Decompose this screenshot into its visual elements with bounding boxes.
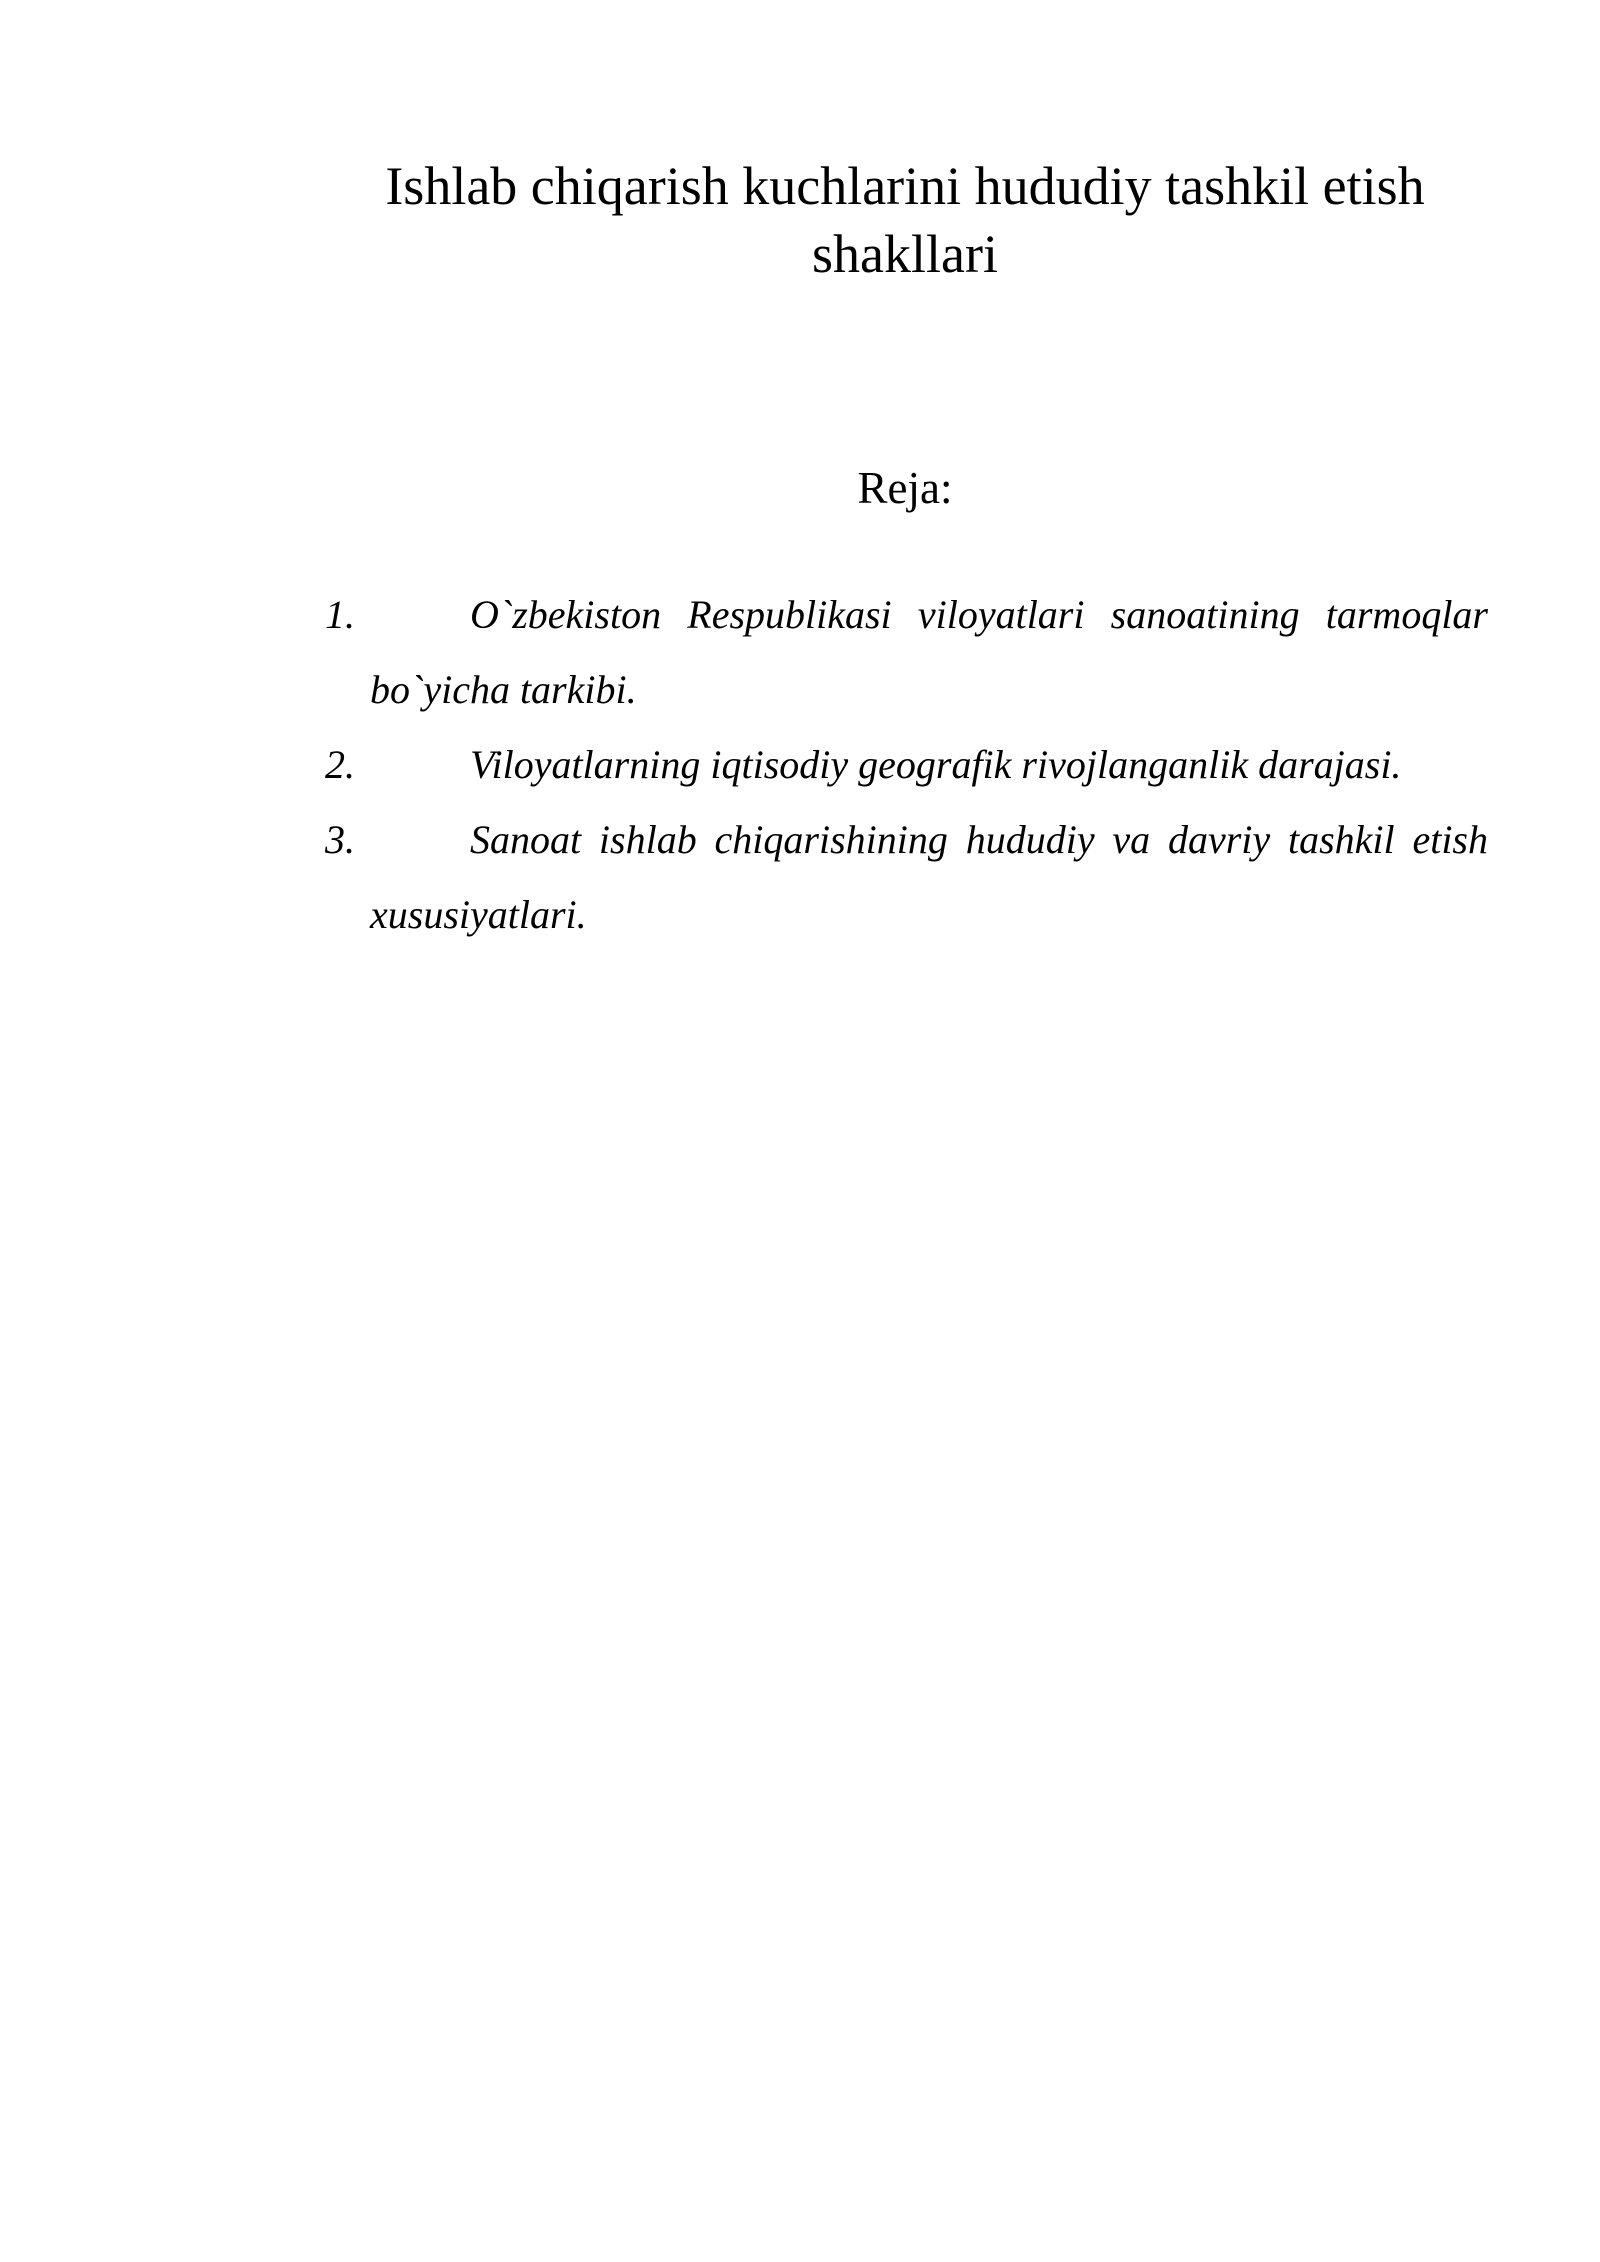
plan-item-number: 1. xyxy=(325,592,355,637)
plan-item-text: Sanoat ishlab chiqarishining hududiy va davriy tashkil etish xususiyatlari. xyxy=(370,817,1488,937)
plan-item-3 xyxy=(320,802,1488,952)
plan-item-number: 2. xyxy=(325,742,355,787)
plan-item-text: Viloyatlarning iqtisodiy geografik rivojlanganlik darajasi. xyxy=(470,742,1402,787)
plan-item-text: O`zbekiston Respublikasi viloyatlari sanoatining tarmoqlar bo`yicha tarkibi. xyxy=(370,592,1488,712)
plan-list xyxy=(320,577,1488,952)
plan-item-2 xyxy=(320,727,1488,802)
plan-item-1 xyxy=(320,577,1488,727)
plan-item-number: 3. xyxy=(325,817,355,862)
document-title: Ishlab chiqarish kuchlarini hududiy tashkil etish shakllari xyxy=(385,156,1425,284)
plan-heading: Reja: xyxy=(857,463,953,513)
